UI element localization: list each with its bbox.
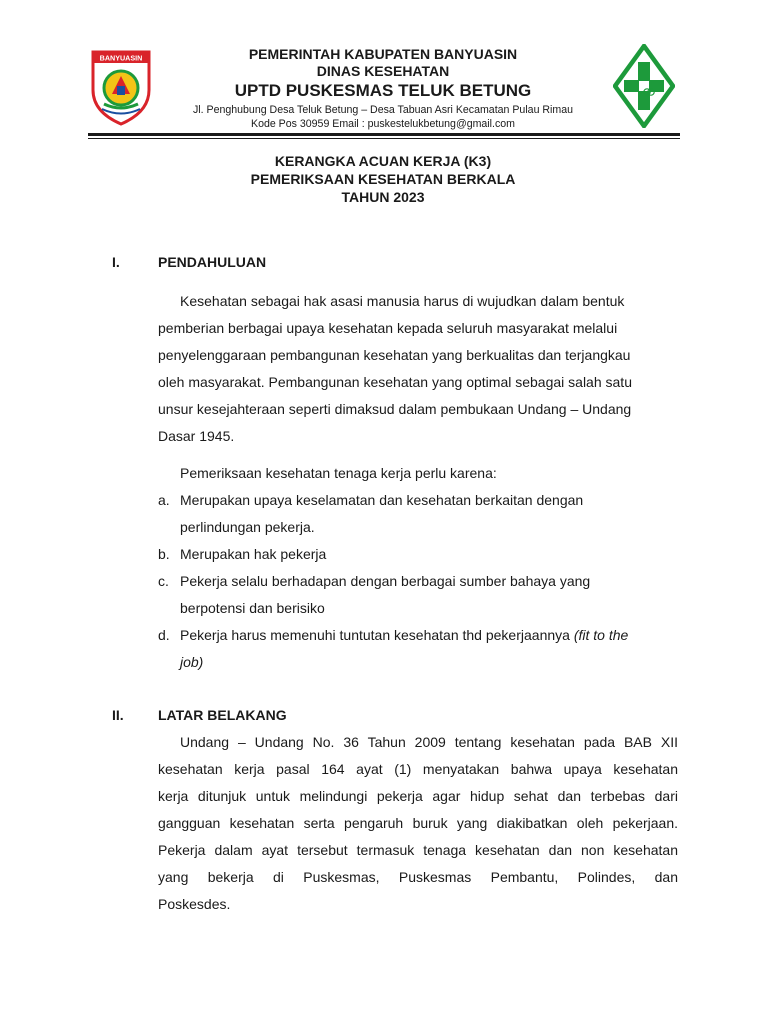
banyuasin-crest-logo — [90, 46, 152, 126]
letterhead — [160, 46, 606, 131]
paragraph-line: Undang – Undang No. 36 Tahun 2009 tentang kesehatan pada BAB XII — [180, 734, 678, 750]
section-1-title: PENDAHULUAN — [158, 254, 267, 270]
postal-email: Kode Pos 30959 Email : puskestelukbetung@gmail.com — [251, 118, 515, 130]
section-1-intro — [158, 460, 678, 487]
list-item — [158, 487, 678, 541]
header-rule-thick — [88, 133, 680, 136]
paragraph-line: kerja ditunjuk untuk melindungi pekerja agar hidup sehat dan terbebas dari — [158, 788, 678, 804]
header-rule-thin — [88, 138, 680, 139]
list-item-line — [180, 622, 678, 649]
list-item-text: Pekerja harus memenuhi tuntutan kesehatan thd pekerjaannya — [180, 627, 574, 643]
italic-phrase: job) — [180, 654, 204, 670]
section-1-paragraph — [158, 288, 678, 450]
list-item — [158, 622, 678, 676]
paragraph-line: yang bekerja di Puskesmas, Puskesmas Pembantu, Polindes, dan — [158, 869, 678, 885]
title-line-1: KERANGKA ACUAN KERJA (K3) — [274, 153, 492, 169]
title-line-3: TAHUN 2023 — [341, 189, 425, 205]
section-1-number: I. — [112, 254, 120, 270]
puskesmas-logo — [613, 44, 675, 128]
logo-banner-text: BANYUASIN — [99, 53, 143, 63]
italic-phrase: (fit to the — [573, 627, 629, 643]
section-2-title: LATAR BELAKANG — [158, 707, 287, 723]
section-2-paragraph — [158, 729, 678, 918]
list-item-line — [180, 649, 678, 676]
dept-name: DINAS KESEHATAN — [316, 63, 450, 79]
paragraph-line: Dasar 1945. — [158, 428, 235, 444]
list-marker: c. — [158, 573, 169, 589]
list-marker: a. — [158, 492, 170, 508]
list-item — [158, 541, 678, 568]
paragraph-line: penyelenggaraan pembangunan kesehatan yang berkualitas dan terjangkau — [158, 347, 631, 363]
section-2-number: II. — [112, 707, 124, 723]
list-item-line: Merupakan hak pekerja — [180, 546, 327, 562]
list-item-line: berpotensi dan berisiko — [180, 600, 325, 616]
list-marker: b. — [158, 546, 170, 562]
reasons-list — [158, 487, 678, 676]
list-item-line: Pekerja selalu berhadapan dengan berbagai sumber bahaya yang — [180, 573, 591, 589]
unit-name: UPTD PUSKESMAS TELUK BETUNG — [234, 81, 532, 100]
paragraph-line: pemberian berbagai upaya kesehatan kepada seluruh masyarakat melalui — [158, 320, 618, 336]
title-line-2: PEMERIKSAAN KESEHATAN BERKALA — [250, 171, 516, 187]
list-item-line: Merupakan upaya keselamatan dan kesehatan berkaitan dengan — [180, 492, 584, 508]
gov-name: PEMERINTAH KABUPATEN BANYUASIN — [248, 46, 518, 62]
list-item-line: perlindungan pekerja. — [180, 519, 315, 535]
paragraph-line: kesehatan kerja pasal 164 ayat (1) menyatakan bahwa upaya kesehatan — [158, 761, 678, 777]
paragraph-line: Kesehatan sebagai hak asasi manusia harus di wujudkan dalam bentuk — [180, 293, 625, 309]
paragraph-line: gangguan kesehatan serta pengaruh buruk yang diakibatkan oleh pekerjaan. — [158, 815, 678, 831]
list-item — [158, 568, 678, 622]
list-marker: d. — [158, 627, 170, 643]
paragraph-line: oleh masyarakat. Pembangunan kesehatan yang optimal sebagai salah satu — [158, 374, 632, 390]
document-title — [160, 152, 606, 206]
paragraph-line: Pekerja dalam ayat tersebut termasuk tenaga kesehatan dan non kesehatan — [158, 842, 678, 858]
paragraph-line: unsur kesejahteraan seperti dimaksud dalam pembukaan Undang – Undang — [158, 401, 632, 417]
intro-line: Pemeriksaan kesehatan tenaga kerja perlu karena: — [180, 465, 497, 481]
address: Jl. Penghubung Desa Teluk Betung – Desa Tabuan Asri Kecamatan Pulau Rimau — [192, 104, 574, 116]
paragraph-line: Poskesdes. — [158, 896, 231, 912]
